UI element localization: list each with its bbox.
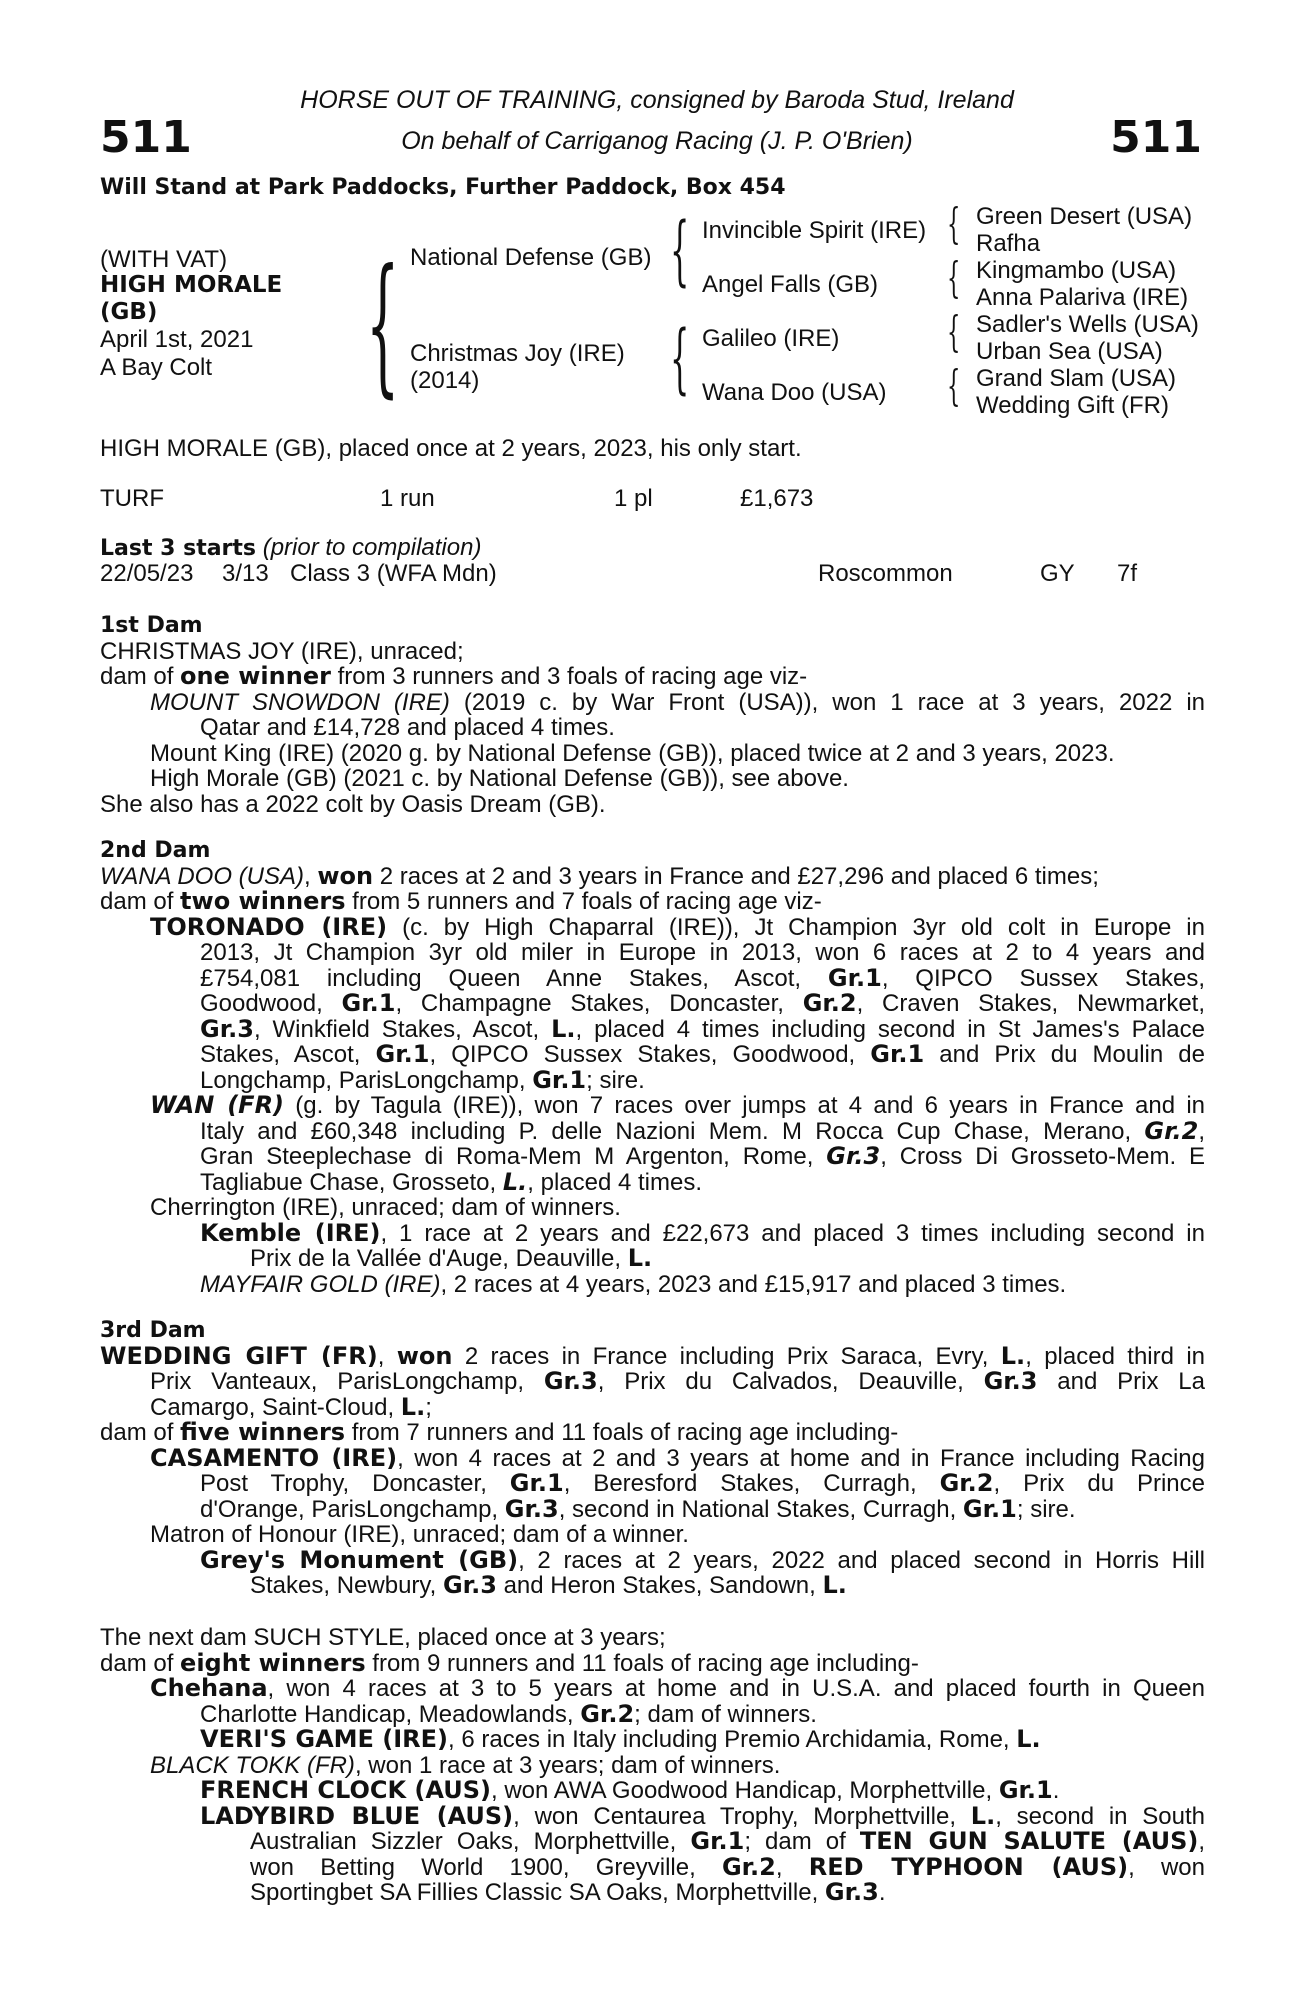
casamento-line-2: Post Trophy, Doncaster, Gr.1, Beresford Stakes, Curragh, Gr.2, Prix du Prince (200, 1469, 1205, 1497)
toronado-line-4: Goodwood, Gr.1, Champagne Stakes, Doncaster, Gr.2, Craven Stakes, Newmarket, (200, 989, 1205, 1017)
start-race: Class 3 (WFA Mdn) (290, 560, 497, 587)
dd-dam: Wedding Gift (FR) (976, 392, 1169, 419)
ds-brace: { (947, 307, 961, 356)
ladybird-blue-line-3: won Betting World 1900, Greyville, Gr.2, RED TYPHOON (AUS), won (250, 1852, 1205, 1881)
start-distance: 7f (1117, 560, 1138, 587)
vat-note: (WITH VAT) (100, 246, 228, 273)
last-starts-title: Last 3 starts (100, 536, 257, 561)
lot-number-left: 511 (100, 112, 192, 163)
grandprogeny-french-clock: FRENCH CLOCK (AUS), won AWA Goodwood Handicap, Morphettville, Gr.1. (200, 1776, 1060, 1804)
wedding-gift-line-3: Camargo, Saint-Cloud, L.; (150, 1392, 432, 1421)
sd-brace: { (947, 253, 961, 302)
fourth-dam-produce-line: dam of eight winners from 9 runners and 11 foals of racing age including- (100, 1648, 919, 1677)
first-dam-produce-line: dam of one winner from 3 runners and 3 foals of racing age viz- (100, 662, 808, 690)
grandprogeny-kemble: Kemble (IRE), 1 race at 2 years and £22,673 and placed 3 times including second in (200, 1218, 1205, 1247)
ss-dam: Rafha (976, 230, 1041, 257)
toronado-line-5: Gr.3, Winkfield Stakes, Ascot, L., placed 4 times including second in St James's Palace (200, 1014, 1205, 1043)
progeny-mount-king: Mount King (IRE) (2020 g. by National Defense (GB)), placed twice at 2 and 3 years, 2023. (150, 739, 1115, 767)
greys-monument-line-2: Stakes, Newbury, Gr.3 and Heron Stakes, Sandown, L. (250, 1571, 847, 1599)
wedding-gift-line-2: Prix Vanteaux, ParisLongchamp, Gr.3, Prix du Calvados, Deauville, Gr.3 and Prix La (150, 1367, 1205, 1395)
toronado-line-2: 2013, Jt Champion 3yr old miler in Europe in 2013, won 6 races at 2 to 4 years and (200, 939, 1205, 966)
sire-sire: Invincible Spirit (IRE) (702, 217, 927, 244)
sd-dam: Anna Palariva (IRE) (976, 284, 1189, 311)
second-dam-line: WANA DOO (USA), won 2 races at 2 and 3 years in France and £27,296 and placed 6 times; (100, 861, 1099, 890)
third-dam-section (100, 1318, 1205, 1599)
dam-brace: { (670, 313, 690, 402)
race-summary: HIGH MORALE (GB), placed once at 2 years, 2023, his only start. (100, 435, 802, 462)
first-dam-line: CHRISTMAS JOY (IRE), unraced; (100, 637, 464, 665)
progeny-wan: WAN (FR) (g. by Tagula (IRE)), won 7 races over jumps at 4 and 6 years in France and in (150, 1091, 1205, 1119)
fourth-dam-section (100, 1625, 1205, 1906)
sd-sire: Kingmambo (USA) (976, 257, 1177, 284)
ds-sire: Sadler's Wells (USA) (976, 311, 1199, 338)
progeny-chehana: Chehana, won 4 races at 3 to 5 years at home and in U.S.A. and placed fourth in Queen (150, 1674, 1205, 1702)
horse-dob: April 1st, 2021 (100, 326, 254, 353)
grandprogeny-ladybird-blue: LADYBIRD BLUE (AUS), won Centaurea Trophy, Morphettville, L., second in South (200, 1801, 1205, 1830)
on-behalf-line: On behalf of Carriganog Racing (J. P. O'Brien) (401, 127, 913, 155)
start-date: 22/05/23 (100, 560, 194, 587)
dam: Christmas Joy (IRE) (410, 340, 625, 367)
third-dam-title: 3rd Dam (100, 1318, 206, 1343)
progeny-mount-snowdon-cont: Qatar and £14,728 and placed 4 times. (200, 714, 615, 741)
start-going: GY (1040, 560, 1075, 587)
toronado-line-3: £754,081 including Queen Anne Stakes, Ascot, Gr.1, QIPCO Sussex Stakes, (200, 963, 1205, 992)
progeny-toronado: TORONADO (IRE) (c. by High Chaparral (IRE)), Jt Champion 3yr old colt in Europe in (150, 912, 1205, 941)
horse-suffix: (GB) (100, 299, 158, 325)
first-dam-section (100, 613, 1205, 817)
second-dam-section (100, 838, 1205, 1297)
dam-sire: Galileo (IRE) (702, 325, 840, 352)
third-dam-line: WEDDING GIFT (FR), won 2 races in France including Prix Saraca, Evry, L., placed third in (100, 1341, 1206, 1370)
dd-brace: { (947, 361, 961, 410)
horse-name: HIGH MORALE (100, 272, 283, 298)
sire-brace: { (670, 205, 690, 294)
sire-dam: Angel Falls (GB) (702, 271, 879, 298)
ladybird-blue-line-2: Australian Sizzler Oaks, Morphettville, Gr.1; dam of TEN GUN SALUTE (AUS), (250, 1827, 1205, 1855)
record-placed: 1 pl (614, 485, 653, 512)
ladybird-blue-line-4: Sportingbet SA Fillies Classic SA Oaks, Morphettville, Gr.3. (250, 1878, 886, 1906)
lot-number-right: 511 (1110, 112, 1202, 163)
second-dam-produce-line: dam of two winners from 5 runners and 7 foals of racing age viz- (100, 887, 822, 915)
stand-location: Will Stand at Park Paddocks, Further Paddock, Box 454 (100, 175, 786, 200)
third-dam-produce-line: dam of five winners from 7 runners and 11 foals of racing age including- (100, 1418, 899, 1446)
dd-sire: Grand Slam (USA) (976, 365, 1177, 392)
progeny-casamento: CASAMENTO (IRE), won 4 races at 2 and 3 years at home and in France including Racing (150, 1443, 1206, 1472)
last-starts-note: (prior to compilation) (262, 534, 482, 561)
progeny-high-morale: High Morale (GB) (2021 c. by National Defense (GB)), see above. (150, 765, 849, 792)
casamento-line-3: d'Orange, ParisLongchamp, Gr.3, second in National Stakes, Curragh, Gr.1; sire. (200, 1494, 1076, 1523)
progeny-matron-of-honour: Matron of Honour (IRE), unraced; dam of a winner. (150, 1521, 689, 1548)
record-surface: TURF (100, 485, 164, 512)
record-earnings: £1,673 (740, 485, 814, 512)
ss-sire: Green Desert (USA) (976, 203, 1193, 230)
progeny-cherrington: Cherrington (IRE), unraced; dam of winners. (150, 1194, 621, 1221)
dam-dam: Wana Doo (USA) (702, 379, 887, 406)
start-course: Roscommon (818, 560, 953, 587)
horse-description: A Bay Colt (100, 354, 213, 381)
chehana-line-2: Charlotte Handicap, Meadowlands, Gr.2; dam of winners. (200, 1699, 817, 1728)
grandprogeny-greys-monument: Grey's Monument (GB), 2 races at 2 years, 2022 and placed second in Horris Hill (200, 1545, 1205, 1574)
grandprogeny-mayfair-gold: MAYFAIR GOLD (IRE), 2 races at 4 years, 2023 and £15,917 and placed 3 times. (200, 1270, 1067, 1298)
wan-line-2: Italy and £60,348 including P. delle Nazioni Mem. M Rocca Cup Chase, Merano, Gr.2, (200, 1116, 1205, 1145)
wan-line-4: Tagliabue Chase, Grosseto, L., placed 4 times. (200, 1167, 703, 1196)
grandprogeny-veris-game: VERI'S GAME (IRE), 6 races in Italy including Premio Archidamia, Rome, L. (200, 1725, 1041, 1753)
progeny-mount-snowdon: MOUNT SNOWDON (IRE) (2019 c. by War Front (USA)), won 1 race at 3 years, 2022 in (150, 688, 1205, 716)
progeny-black-tokk: BLACK TOKK (FR), won 1 race at 3 years; dam of winners. (150, 1751, 781, 1779)
first-dam-also: She also has a 2022 colt by Oasis Dream (GB). (100, 790, 606, 818)
kemble-line-2: Prix de la Vallée d'Auge, Deauville, L. (250, 1244, 653, 1272)
consignment-line: HORSE OUT OF TRAINING, consigned by Baroda Stud, Ireland (300, 86, 1014, 114)
last-starts-heading (100, 534, 481, 562)
main-brace: { (366, 238, 400, 412)
wan-line-3: Gran Steeplechase di Roma-Mem M Argenton, Rome, Gr.3, Cross Di Grosseto-Mem. E (200, 1142, 1205, 1170)
first-dam-title: 1st Dam (100, 613, 203, 638)
toronado-line-7: Longchamp, ParisLongchamp, Gr.1; sire. (200, 1065, 645, 1094)
ss-brace: { (947, 199, 961, 248)
sire: National Defense (GB) (410, 244, 652, 271)
fourth-dam-line: The next dam SUCH STYLE, placed once at 3 years; (100, 1624, 666, 1651)
record-runs: 1 run (380, 485, 435, 512)
dam-year: (2014) (410, 367, 480, 394)
toronado-line-6: Stakes, Ascot, Gr.1, QIPCO Sussex Stakes, Goodwood, Gr.1 and Prix du Moulin de (200, 1040, 1205, 1068)
start-position: 3/13 (222, 560, 269, 587)
second-dam-title: 2nd Dam (100, 838, 211, 863)
ds-dam: Urban Sea (USA) (976, 338, 1163, 365)
